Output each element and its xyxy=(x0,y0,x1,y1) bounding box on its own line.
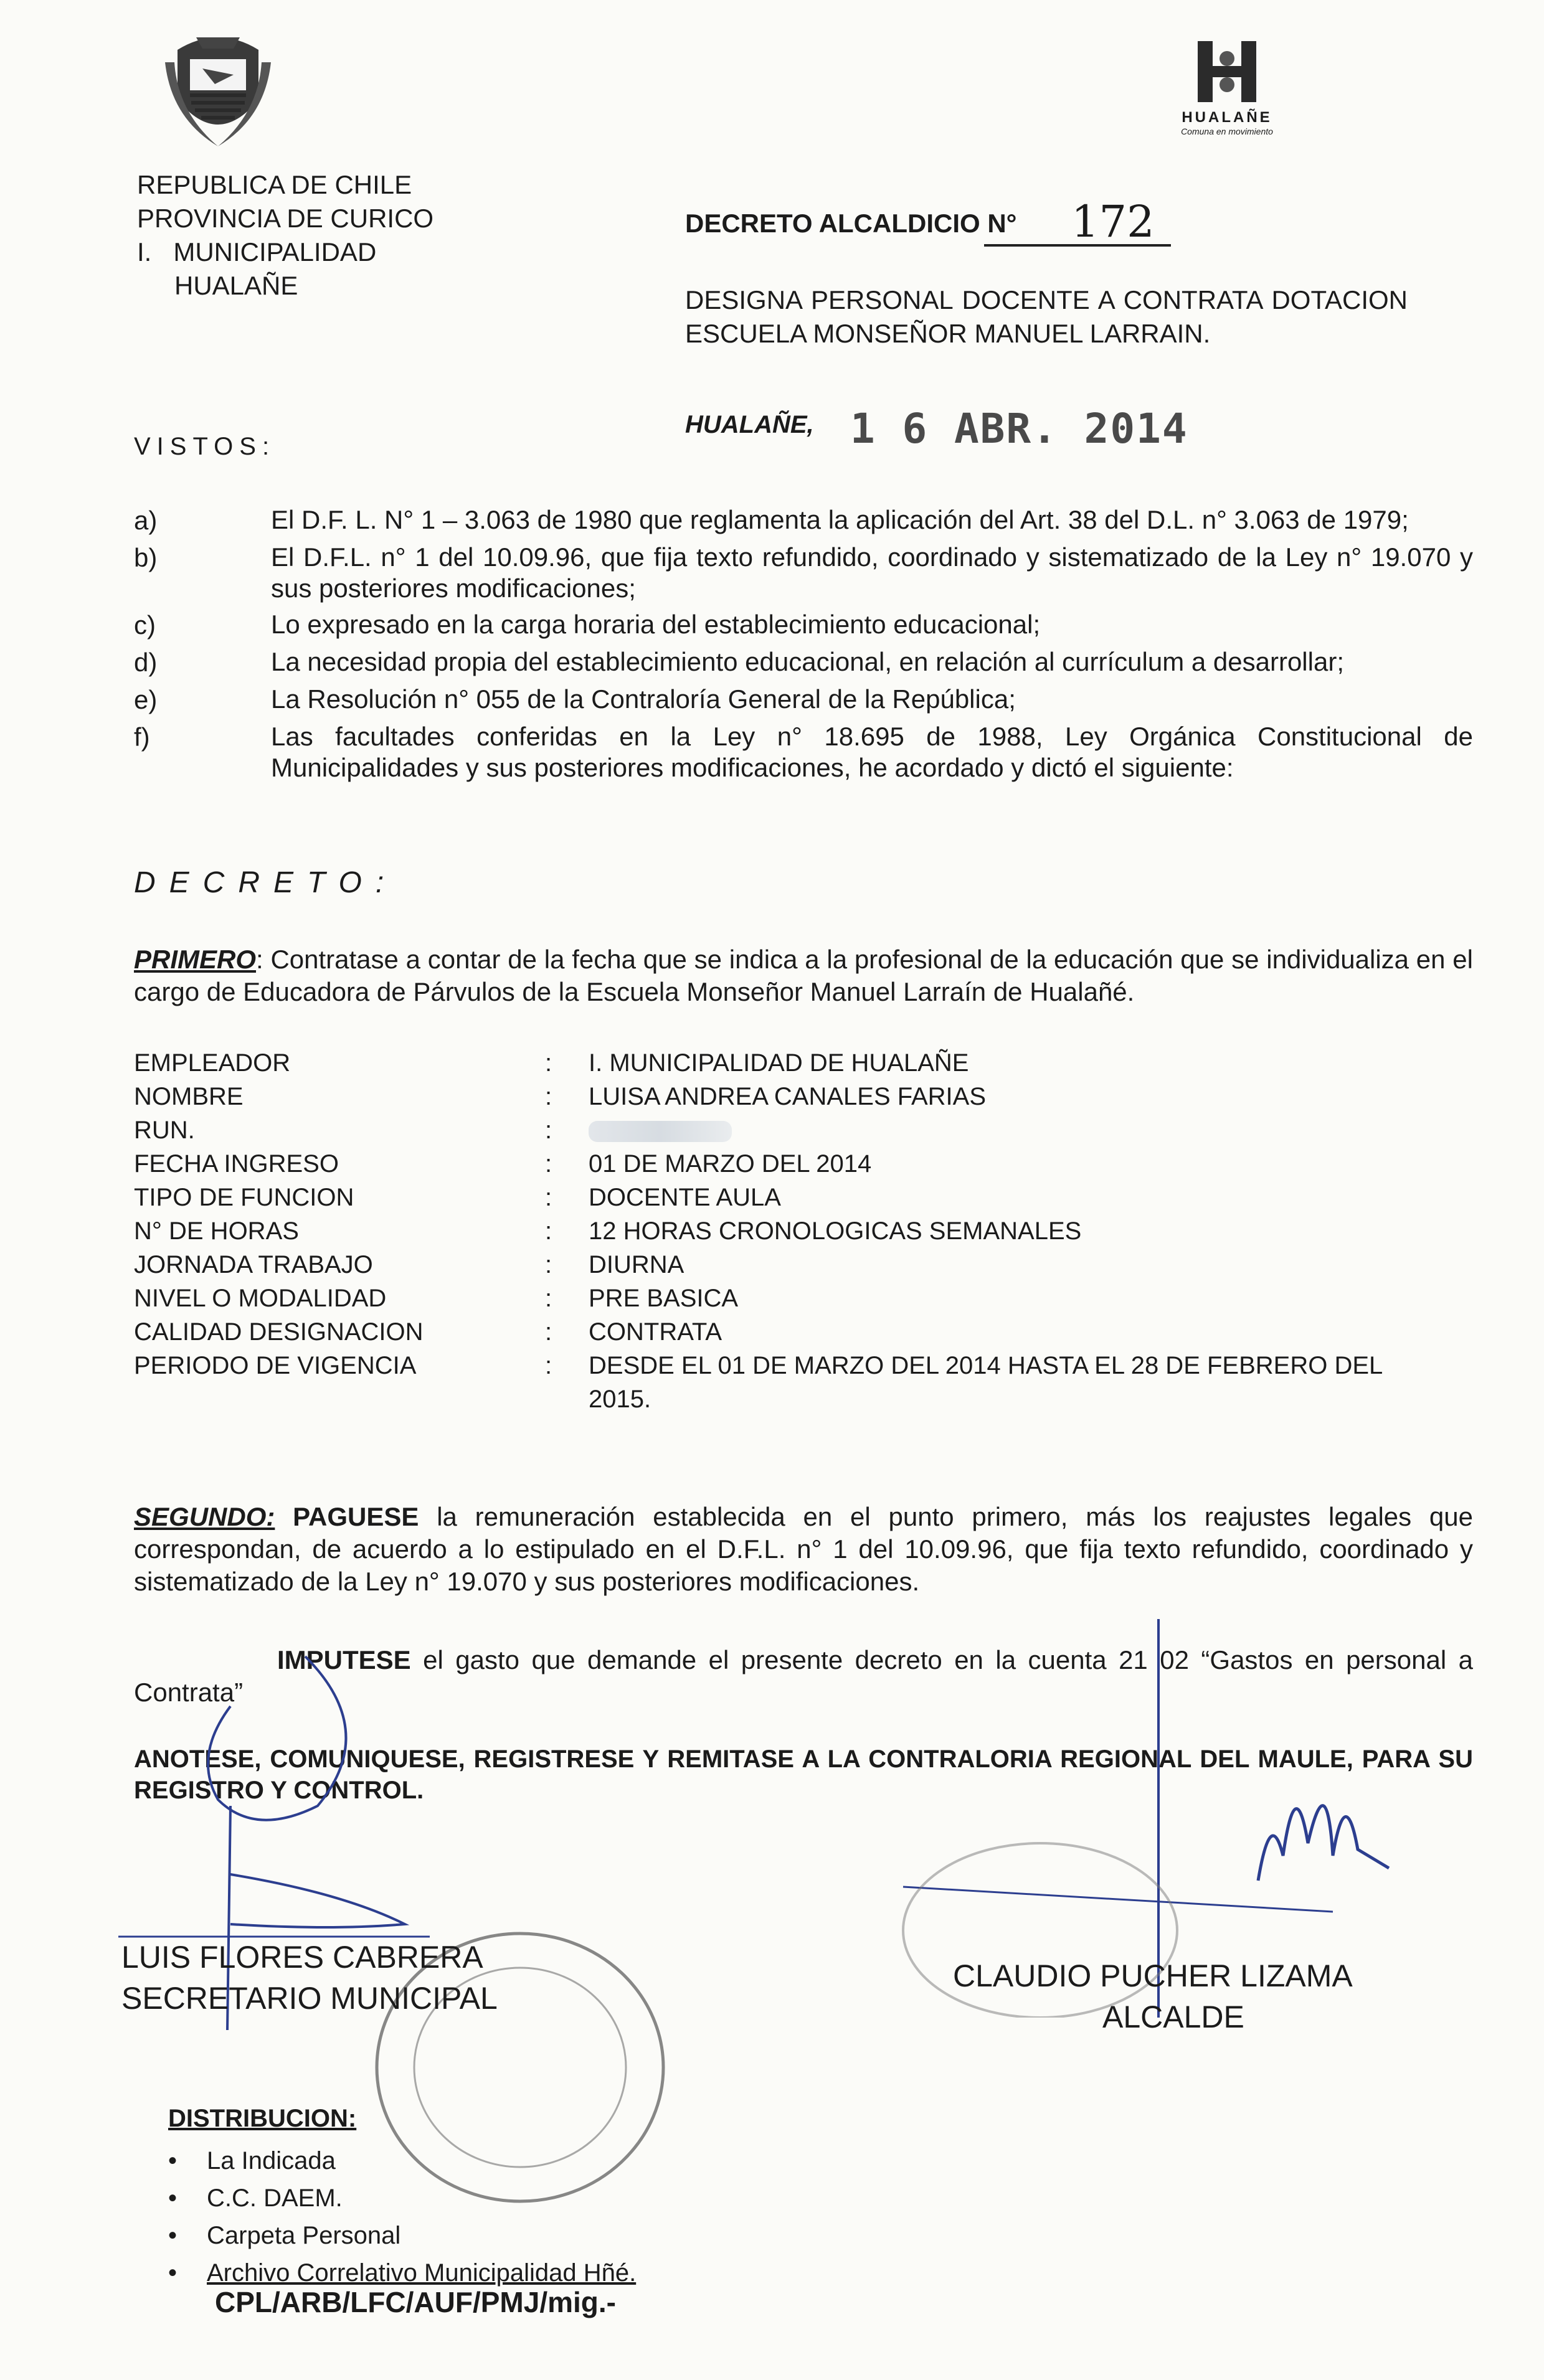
field-row: CALIDAD DESIGNACION : CONTRATA xyxy=(134,1318,722,1346)
vistos-list xyxy=(134,504,1473,788)
vistos-item: c) Lo expresado en la carga horaria del establecimiento educacional; xyxy=(134,610,1041,640)
imputese-bold: IMPUTESE xyxy=(277,1645,411,1674)
vistos-item: b) El D.F.L. n° 1 del 10.09.96, que fija texto refundido, coordinado y sistematizado de la Ley n° 19.070 y sus posteriores modificaciones; xyxy=(134,542,1473,603)
vistos-item: d) La necesidad propia del establecimiento educacional, en relación al currículum a desarrollar; xyxy=(134,647,1344,677)
field-row: JORNADA TRABAJO : DIURNA xyxy=(134,1251,684,1278)
distribution-item: • Carpeta Personal xyxy=(168,2217,636,2254)
field-row: EMPLEADOR : I. MUNICIPALIDAD DE HUALAÑE xyxy=(134,1049,969,1077)
field-row: NOMBRE : LUISA ANDREA CANALES FARIAS xyxy=(134,1083,987,1110)
municipal-coat-of-arms xyxy=(159,25,277,149)
field-row: PERIODO DE VIGENCIA : DESDE EL 01 DE MARZO DEL 2014 HASTA EL 28 DE FEBRERO DEL 2015. xyxy=(134,1352,1382,1413)
field-row: FECHA INGRESO : 01 DE MARZO DEL 2014 xyxy=(134,1150,872,1178)
initials-line: CPL/ARB/LFC/AUF/PMJ/mig.- xyxy=(215,2286,616,2318)
decree-subject: DESIGNA PERSONAL DOCENTE A CONTRATA DOTACION ESCUELA MONSEÑOR MANUEL LARRAIN. xyxy=(685,285,1408,348)
field-row: NIVEL O MODALIDAD : PRE BASICA xyxy=(134,1285,739,1312)
issuer-country: REPUBLICA DE CHILE xyxy=(137,170,412,199)
issuer-municipality-name: HUALAÑE xyxy=(174,271,298,300)
decree-number-underline xyxy=(984,244,1171,247)
field-row: TIPO DE FUNCION : DOCENTE AULA xyxy=(134,1184,781,1211)
primero-lead: PRIMERO xyxy=(134,945,257,974)
imputese-text: el gasto que demande el presente decreto en la cuenta 21 02 “Gastos en personal a Contrata” xyxy=(134,1645,1473,1707)
primero-text: : Contratase a contar de la fecha que se indica a la profesional de la educación que se individualiza en el cargo de Educadora de Párvulos de la Escuela Monseñor Manuel Larraín de Hualañé. xyxy=(134,945,1473,1006)
date-stamp: 1 6 ABR. 2014 xyxy=(850,405,1188,453)
logo-tagline: Comuna en movimiento xyxy=(1181,126,1273,136)
decreto-heading: DECRETO: xyxy=(134,866,398,899)
segundo-paragraph xyxy=(134,1501,1473,1598)
distribution-item: • La Indicada xyxy=(168,2142,636,2179)
vistos-item: e) La Resolución n° 055 de la Contraloría General de la República; xyxy=(134,684,1016,714)
distribution-item: • Archivo Correlativo Municipalidad Hñé. xyxy=(168,2254,636,2292)
logo-name: HUALAÑE xyxy=(1182,109,1272,126)
distribution-item: • C.C. DAEM. xyxy=(168,2179,636,2217)
segundo-lead: SEGUNDO: xyxy=(134,1502,275,1531)
vistos-heading: VISTOS: xyxy=(134,433,276,460)
primero-paragraph xyxy=(134,943,1473,1008)
vistos-item: a) El D.F. L. N° 1 – 3.063 de 1980 que reglamenta la aplicación del Art. 38 del D.L. n° 3.063 de 1979; xyxy=(134,505,1409,535)
issuer-municipality: I. MUNICIPALIDAD xyxy=(137,237,377,267)
employee-fields xyxy=(134,1046,1473,1416)
secretary-name: LUIS FLORES CABRERA xyxy=(121,1940,483,1975)
secretary-title: SECRETARIO MUNICIPAL xyxy=(121,1981,498,2016)
mayor-title: ALCALDE xyxy=(1102,2000,1244,2034)
distribution-title: DISTRIBUCION: xyxy=(168,2105,357,2132)
decree-number: 172 xyxy=(1071,196,1155,247)
issuer-block xyxy=(137,168,433,303)
closing-paragraph: ANOTESE, COMUNIQUESE, REGISTRESE Y REMITASE A LA CONTRALORIA REGIONAL DEL MAULE, PARA SU REGISTRO Y CONTROL. xyxy=(134,1745,1473,1804)
decree-place: HUALAÑE, xyxy=(685,411,814,438)
issuer-province: PROVINCIA DE CURICO xyxy=(137,204,434,233)
distribution-list xyxy=(168,2142,636,2292)
mayor-name: CLAUDIO PUCHER LIZAMA xyxy=(953,1958,1353,1993)
hualane-logo xyxy=(1174,37,1280,136)
field-row: RUN. : xyxy=(134,1113,1473,1147)
segundo-text: la remuneración establecida en el punto primero, más los reajustes legales que correspondan, de acuerdo a lo estipulado en el D.F.L. n° 1 del 10.09.96, que fija texto refundido, coordinado y sistematizado de la Ley n° 19.070 y sus posteriores modificaciones. xyxy=(134,1502,1474,1596)
decree-title: DECRETO ALCALDICIO N° xyxy=(685,209,1017,238)
segundo-bold: PAGUESE xyxy=(275,1502,419,1531)
vistos-item: f) Las facultades conferidas en la Ley n° 18.695 de 1988, Ley Orgánica Constitucional de Municipalidades y sus posteriores modificaciones, he acordado y dictó el siguiente: xyxy=(134,722,1473,782)
redacted-run xyxy=(589,1121,732,1142)
field-row: N° DE HORAS : 12 HORAS CRONOLOGICAS SEMANALES xyxy=(134,1217,1082,1245)
